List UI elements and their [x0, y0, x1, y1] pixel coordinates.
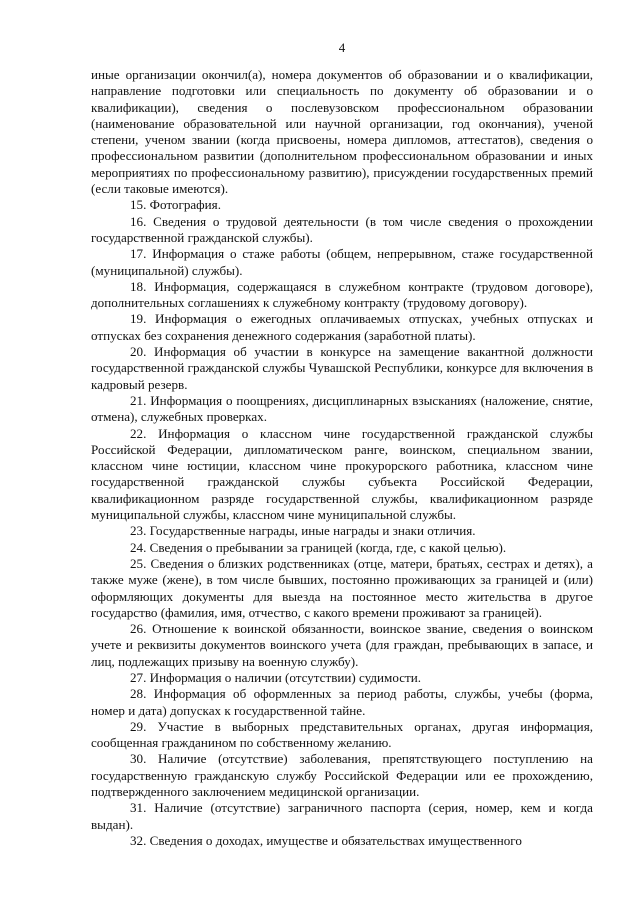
paragraph-22: 22. Информация о классном чине государственной гражданской службы Российской Федерации, дипломатическом ранге, воинском, специальном звании, классном чине юстиции, классном чине прокурорского работника, классном чине государственной гражданской службы субъекта Российской Федерации, квалификационном разряде государственной службы, квалификационном разряде муниципальной службы, классном чине муниципальной службы.	[91, 425, 593, 523]
paragraph-16: 16. Сведения о трудовой деятельности (в том числе сведения о прохождении государственной гражданской службы).	[91, 213, 593, 245]
paragraph-30: 30. Наличие (отсутствие) заболевания, препятствующего поступлению на государственную гражданскую службу Российской Федерации или ее прохождению, подтвержденного заключением медицинской организации.	[91, 751, 593, 800]
paragraph-17: 17. Информация о стаже работы (общем, непрерывном, стаже государственной (муниципальной) службы).	[91, 246, 593, 278]
paragraph-18: 18. Информация, содержащаяся в служебном контракте (трудовом договоре), дополнительных соглашениях к служебному контракту (трудовому договору).	[91, 278, 593, 311]
paragraph-26: 26. Отношение к воинской обязанности, воинское звание, сведения о воинском учете и реквизиты документов воинского учета (для граждан, пребывающих в запасе, и лиц, подлежащих призыву на военную службу).	[91, 621, 593, 669]
page-number: 4	[338, 40, 346, 55]
paragraph-28: 28. Информация об оформленных за период работы, службы, учебы (форма, номер и дата) допусках к государственной тайне.	[91, 686, 593, 718]
paragraph-20: 20. Информация об участии в конкурсе на замещение вакантной должности государственной гражданской службы Чувашской Республики, конкурсе для включения в кадровый резерв.	[91, 344, 593, 392]
document-page	[91, 0, 593, 904]
paragraph-15: 15. Фотография.	[130, 197, 221, 213]
paragraph-31: 31. Наличие (отсутствие) заграничного паспорта (серия, номер, кем и когда выдан).	[91, 800, 593, 832]
paragraph-25: 25. Сведения о близких родственниках (отце, матери, братьях, сестрах и детях), а также муже (жене), в том числе бывших, постоянно проживающих за границей и (или) оформляющих документы для выезда на постоянное место жительства в другое государство (фамилия, имя, отчество, с какого времени проживают за границей).	[91, 555, 593, 620]
paragraph-32: 32. Сведения о доходах, имуществе и обязательствах имущественного	[130, 832, 522, 848]
paragraph-21: 21. Информация о поощрениях, дисциплинарных взысканиях (наложение, снятие, отмена), служебных проверках.	[91, 392, 593, 425]
document-body	[91, 67, 593, 849]
paragraph-27: 27. Информация о наличии (отсутствии) судимости.	[130, 669, 422, 685]
paragraph-24: 24. Сведения о пребывании за границей (когда, где, с какой целью).	[130, 539, 507, 555]
paragraph-19: 19. Информация о ежегодных оплачиваемых отпусках, учебных отпусках и отпусках без сохранения денежного содержания (заработной платы).	[91, 311, 593, 343]
paragraph-23: 23. Государственные награды, иные награды и знаки отличия.	[130, 523, 476, 539]
paragraph-29: 29. Участие в выборных представительных органах, другая информация, сообщенная гражданином по собственному желанию.	[91, 718, 593, 751]
paragraph-14-continuation: иные организации окончил(а), номера документов об образовании и о квалификации, направление подготовки или специальность по документу об образовании и о квалификации), сведения о послевузовском профессиональном образовании (наименование образовательной или научной организации, год окончания), ученой степени, ученом звании (когда присвоены, номера дипломов, аттестатов), сведения о профессиональном развитии (дополнительном профессиональном образовании и иных мероприятиях по профессиональному развитию), присуждении государственных премий (если таковые имеются).	[91, 67, 593, 197]
